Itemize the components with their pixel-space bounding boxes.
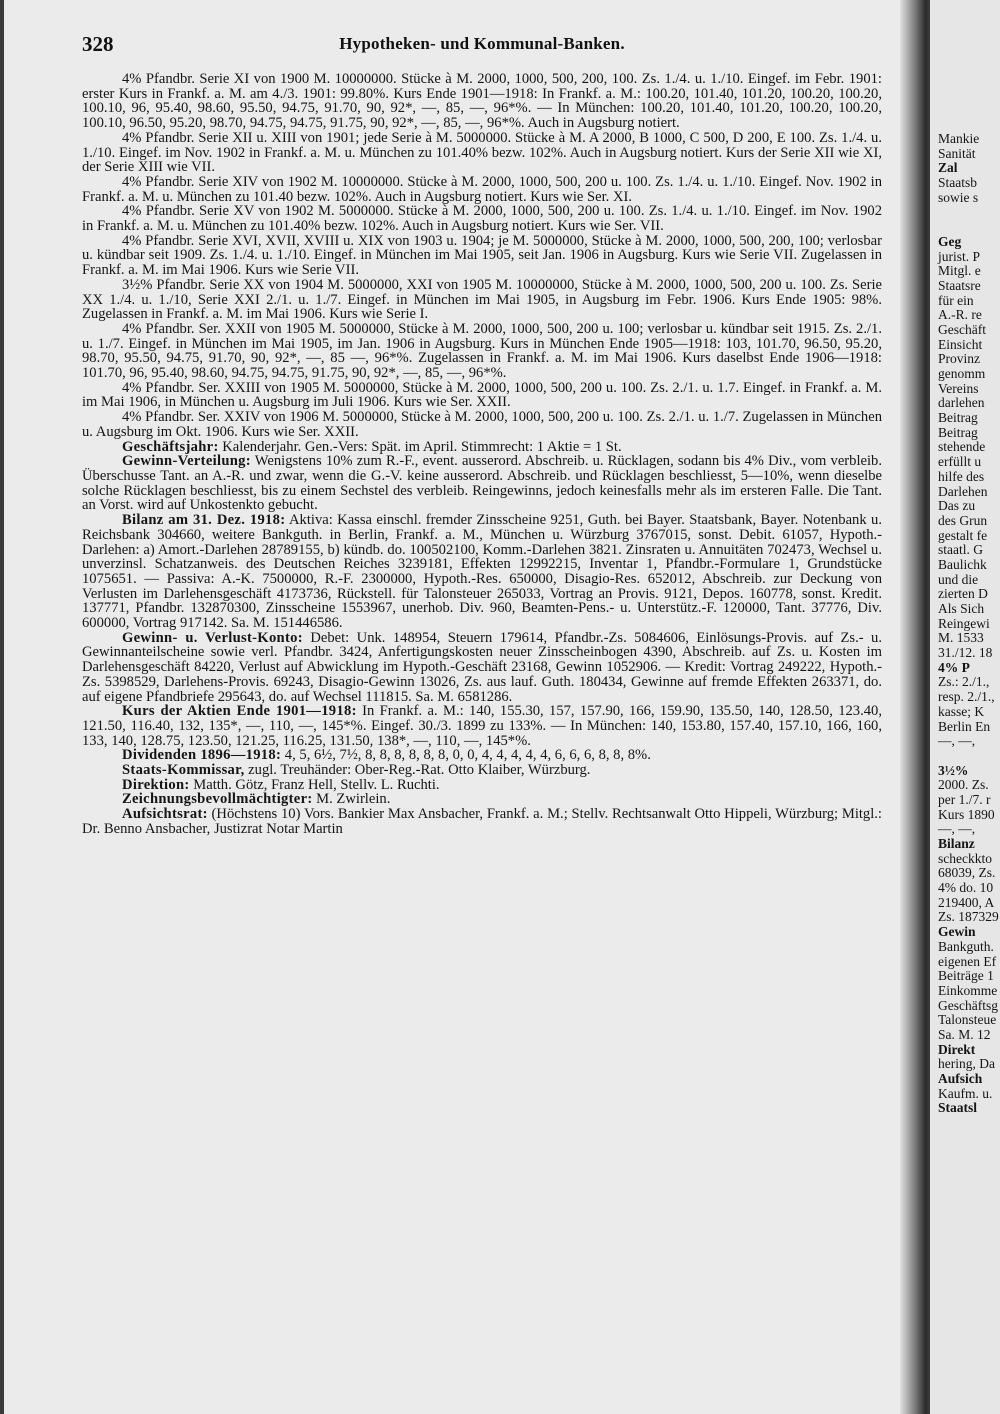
paragraph-text: 4% Pfandbr. Serie XV von 1902 M. 5000000. Stücke à M. 2000, 1000, 500, 200 u. 100. Zs. 1./4. u. 1./10. Eingef. im Nov. 1902 in Frankf. a. M. u. München zu 101.40% bezw. 102%. Auch in Augsburg notiert. Kurs wie Ser. VII. (82, 203, 882, 235)
paragraph-text: Aktiva: Kassa einschl. fremder Zinsscheine 9251, Guth. bei Bayer. Staatsbank, Bayer. Notenbank u. Reichsbank 304660, weitere Bankguth. in Berlin, Frankf. a. M., München u. Würzburg 3767015, sonst. Debit. 61057, Hypoth.-Darlehen: a) Amort.-Darlehen 28789155, b) kündb. do. 100502100, Komm.-Darlehen 3821. Zinsraten u. Annuitäten 702473, Wechsel u. unverzinsl. Schatzanweis. des Deutschen Reiches 3239181, Effekten 12992215, Inventar 1, Pfandbr.-Formulare 1, Grundstücke 1075651. — Passiva: A.-K. 7500000, R.-F. 2300000, Hypoth.-Res. 650000, Disagio-Res. 652012, Abschreib. zur Deckung von Verlusten im Darlehensgeschäft 4173736, Rückstell. für Talonsteuer 265033, Vortrag an Provis. 9121, Depos. 160778, sonst. Kredit. 137771, Pfandbr. 132870300, Zinsscheine 1553967, unerhob. Div. 960, Beamten-Pens.- u. Unterstütz.-F. 120000, Tant. 37776, Div. 600000, Vortrag 917142. Sa. M. 151446586. (82, 512, 882, 632)
paragraph-text: 4% Pfandbr. Serie XII u. XIII von 1901; jede Serie à M. 5000000. Stücke à M. A 2000, B 1000, C 500, D 200, E 100. Zs. 1./4. u. 1./10. Eingef. im Nov. 1902 in Frankf. a. M. u. München zu 101.40% bezw. 102%. Auch in Augsburg notiert. Kurs der Serie XII wie XI, der Serie XIII wie VII. (82, 129, 882, 176)
adjacent-page-fragment: Einkomme (938, 982, 998, 998)
adjacent-page-fragment (938, 220, 1000, 235)
adjacent-page-fragment: Beitrag (938, 410, 978, 426)
paragraph-text: 4% Pfandbr. Serie XVI, XVII, XVIII u. XIX von 1903 u. 1904; je M. 5000000, Stücke à M. 2000, 1000, 500, 200, 100; verlosbar u. kündbar seit 1909. Zs. 1./4. u. 1./10. Eingef. in München im Mai 1905, seit Jan. 1906 in Augsburg. Kurs wie Serie VII. Zugelassen in Frankf. a. M. im Mai 1906. Kurs wie Serie VII. (82, 232, 882, 279)
paragraph-text: Wenigstens 10% zum R.-F., event. ausserord. Abschreib. u. Rücklagen, sodann bis 4% Div., vom verbleib. Überschusse Tant. an A.-R. und zwar, wenn die G.-V. keine ausserord. Abschreib. und Rücklagen beschliesst, 5—10%, wenn dieselbe solche Rücklagen beschliesst, bis zu einem Sechstel des verbleib. Reingewinns, jedoch keinesfalls mehr als im ersteren Falle. Die Tant. an Vorst. wird auf Unkostenkto gebucht. (82, 453, 882, 514)
paragraph-serie-xii-xiii (82, 131, 882, 175)
adjacent-page-fragment: Zs. 187329 (938, 909, 999, 925)
adjacent-page-fragment: des Grun (938, 512, 988, 528)
adjacent-page-fragment: 31./12. 18 (938, 645, 993, 661)
adjacent-page-fragment: Sanität (938, 145, 976, 161)
paragraph-serie-xx-xxi (82, 278, 882, 322)
body-text (82, 72, 882, 837)
adjacent-page-fragment: A.-R. re (938, 307, 982, 323)
adjacent-page-fragment: Reingewi (938, 615, 990, 631)
paragraph-text: 4% Pfandbr. Ser. XXIV von 1906 M. 5000000, Stücke à M. 2000, 1000, 500, 200 u. 100. Zs. 2./1. u. 1./7. Zugelassen in München u. Augsburg im Okt. 1906. Kurs wie Ser. XXII. (82, 409, 882, 440)
paragraph-aufsichtsrat (82, 807, 882, 836)
paragraph-serie-xiv (82, 175, 882, 204)
adjacent-page-fragment: und die (938, 571, 979, 587)
paragraph-kurs-der-aktien (82, 704, 882, 748)
paragraph-text: Debet: Unk. 148954, Steuern 179614, Pfandbr.-Zs. 5084606, Einlösungs-Provis. auf Zs.- u. Gewinnanteilscheine sowie verl. Pfandbr. 3424, Anfertigungskosten neuer Zinsscheinbogen 4390, Abschreib. auf Zs. u. Kosten im Darlehensgeschäft 84220, Verlust auf Abwicklung im Hypoth.-Geschäft 23168, Gewinn 1052906. — Kredit: Vortrag 249222, Hypoth.-Zs. 5398529, Darlehens-Provis. 69243, Disagio-Gewinn 13026, Zs. aus lauf. Guth. 180434, Gewinne auf fremde Effekten 263371, do. auf eigene Pfandbriefe 295643, do. auf Wechsel 111815. Sa. M. 6581286. (82, 629, 882, 705)
paragraph-text: 4, 5, 6½, 7½, 8, 8, 8, 8, 8, 8, 0, 0, 4, 4, 4, 4, 4, 6, 6, 6, 8, 8, 8%. (281, 747, 651, 764)
adjacent-page-fragment: Vereins (938, 380, 979, 396)
adjacent-page-fragment: Geg (938, 233, 962, 249)
paragraph-text: (Höchstens 10) Vors. Bankier Max Ansbacher, Frankf. a. M.; Stellv. Rechtsanwalt Otto Hippeli, Würzburg; Mitgl.: Dr. Benno Ansbacher, Justizrat Notar Martin (82, 806, 882, 837)
adjacent-page-fragment (938, 205, 1000, 220)
adjacent-page-fragment: Gewin (938, 924, 976, 940)
paragraph-serie-xi (82, 72, 882, 131)
paragraph-text: 4% Pfandbr. Serie XIV von 1902 M. 10000000. Stücke à M. 2000, 1000, 500, 200 u. 100. Zs. 1./4. u. 1./10. Eingef. Nov. 1902 in Frankf. a. M. u. München zu 101.40 bezw. 102%. Auch in Augsburg notiert. Kurs wie Ser. XI. (82, 173, 882, 205)
paragraph-lead: Bilanz am 31. Dez. 1918: (122, 512, 286, 529)
adjacent-page-fragment: zierten D (938, 586, 988, 602)
adjacent-page-fragment: Direkt (938, 1041, 976, 1057)
paragraph-text: 3½% Pfandbr. Serie XX von 1904 M. 5000000, XXI von 1905 M. 10000000, Stücke à M. 2000, 1000, 500, 200 u. 100. Zs. Serie XX 1./4. u. 1./10, Serie XXI 2./1. u. 1./7. Eingef. in München im Mai 1905, in Augsburg im Febr. 1906. Kurs Ende 1905: 98%. Zugelassen in Frankf. a. M. im Mai 1906. Kurs wie Serie I. (82, 276, 882, 323)
adjacent-page-fragment: Staatsb (938, 175, 977, 191)
paragraph-serie-xvi-xix (82, 234, 882, 278)
adjacent-page-fragment: 68039, Zs. (938, 865, 996, 881)
adjacent-page-fragment: darlehen (938, 395, 985, 411)
paragraph-staats-kommissar (82, 763, 882, 778)
paragraph-gewinn-verlust-konto (82, 631, 882, 705)
adjacent-page-fragment: Baulichk (938, 556, 987, 572)
adjacent-page-fragment: Als Sich (938, 601, 985, 616)
adjacent-page-fragment: 3½% (938, 762, 969, 778)
paragraph-gewinn-verteilung (82, 454, 882, 513)
adjacent-page-fragment: Provinz (938, 351, 980, 367)
adjacent-page-fragment: per 1./7. r (938, 791, 991, 807)
adjacent-page-fragment: Geschäft (938, 321, 986, 337)
adjacent-page-fragment: Bankguth. (938, 938, 994, 954)
paragraph-lead: Aufsichtsrat: (122, 806, 208, 823)
adjacent-page-fragment: Berlin En (938, 718, 991, 734)
paragraph-direktion (82, 778, 882, 793)
paragraph-lead: Staats-Kommissar, (122, 762, 245, 779)
adjacent-page-fragment: hilfe des (938, 468, 985, 484)
adjacent-page-fragment: Mitgl. e (938, 263, 981, 279)
adjacent-page-fragment: Kurs 1890 (938, 806, 995, 822)
adjacent-page-fragment: resp. 2./1., (938, 689, 995, 705)
adjacent-page-fragment: scheckkto (938, 850, 992, 866)
paragraph-dividenden (82, 748, 882, 763)
paragraph-lead: Dividenden 1896—1918: (122, 747, 282, 764)
adjacent-page-fragment: Talonsteue (938, 1012, 997, 1028)
adjacent-page-fragment: Zal (938, 160, 958, 176)
running-title: Hypotheken- und Kommunal-Banken. (339, 34, 625, 53)
paragraph-serie-xxiii (82, 381, 882, 410)
paragraph-text: 4% Pfandbr. Ser. XXIII von 1905 M. 5000000, Stücke à M. 2000, 1000, 500, 200 u. 100. Zs. 2./1. u. 1.7. Eingef. in Frankf. a. M. im Mai 1906, in München u. Augsburg im Juli 1906. Kurs wie Ser. XXII. (82, 379, 882, 411)
paragraph-text: 4% Pfandbr. Ser. XXII von 1905 M. 5000000, Stücke à M. 2000, 1000, 500, 200 u. 100; verlosbar u. kündbar seit 1915. Zs. 2./1. u. 1./7. Eingef. in München im Mai 1905, im Jan. 1906 in Augsburg. Kurs in München Ende 1905—1918: 103, 101.70, 96.50, 95.20, 98.70, 95.50, 94.75, 91.70, 90, 92*, —, 85 —, 96*%. Zugelassen in Frankf. a. M. im Mai 1906. Kurs daselbst Ende 1906—1918: 101.70, 96, 95.40, 98.60, 94.75, 94.75, 91.75, 90, 92*, —, 85, —, 96*%. (82, 320, 882, 382)
paragraph-text: zugl. Treuhänder: Ober-Reg.-Rat. Otto Klaiber, Würzburg. (244, 762, 591, 779)
adjacent-page-fragment: Darlehen (938, 483, 988, 499)
adjacent-page-fragment: Sa. M. 12 (938, 1026, 991, 1042)
adjacent-page-fragment: Einsicht (938, 336, 983, 352)
adjacent-page-fragment: eigenen Ef (938, 953, 997, 969)
paragraph-lead: Gewinn- u. Verlust-Konto: (122, 629, 303, 646)
adjacent-page-fragment: Beitrag (938, 424, 978, 440)
adjacent-page-fragment: stehende (938, 439, 986, 455)
adjacent-page-fragment: 4% do. 10 (938, 880, 994, 896)
page-header (82, 32, 882, 58)
adjacent-page-fragment: für ein (938, 292, 974, 308)
adjacent-page-fragment: 2000. Zs. (938, 777, 989, 793)
paragraph-lead: Kurs der Aktien Ende 1901—1918: (122, 703, 357, 720)
adjacent-page-fragment: Beiträge 1 (938, 968, 994, 984)
adjacent-page-fragment: sowie s (938, 189, 979, 205)
paragraph-text: M. Zwirlein. (312, 791, 391, 808)
paragraph-serie-xv (82, 204, 882, 233)
adjacent-page-fragment: Zs.: 2./1., (938, 674, 990, 690)
paragraph-bilanz (82, 513, 882, 631)
adjacent-page-fragment: Kaufm. u. (938, 1085, 993, 1101)
paragraph-text: Matth. Götz, Franz Hell, Stellv. L. Ruchti. (189, 776, 440, 793)
book-gutter (900, 0, 934, 1414)
adjacent-page-fragment: 4% P (938, 659, 970, 675)
adjacent-page-fragment: —, —, (938, 733, 976, 749)
adjacent-page-fragment: Staatsl (938, 1100, 978, 1116)
paragraph-serie-xxii (82, 322, 882, 381)
adjacent-page-fragment (938, 749, 1000, 764)
adjacent-page-fragment: genomm (938, 366, 986, 381)
paragraph-lead: Geschäftsjahr: (122, 438, 219, 455)
adjacent-page-fragment: erfüllt u (938, 454, 982, 470)
paragraph-lead: Direktion: (122, 776, 190, 793)
adjacent-page-fragment: Das zu (938, 498, 976, 514)
paragraph-serie-xxiv (82, 410, 882, 439)
paragraph-geschaeftsjahr (82, 440, 882, 455)
paragraph-lead: Gewinn-Verteilung: (122, 453, 251, 470)
adjacent-page-fragment: staatl. G (938, 542, 983, 558)
paragraph-text: 4% Pfandbr. Serie XI von 1900 M. 10000000. Stücke à M. 2000, 1000, 500, 200, 100. Zs. 1./4. u. 1./10. Eingef. im Febr. 1901: erster Kurs in Frankf. a. M. am 4./3. 1901: 99.80%. Kurs Ende 1901—1918: In Frankf. a. M.: 100.20, 101.40, 101.20, 100.20, 100.20, 100.10, 96, 95.40, 98.60, 95.50, 94.75, 91.70, 90, 92*, —, 85, —, 96*%. — In München: 100.20, 101.40, 101.20, 100.20, 100.20, 100.10, 96.50, 95.20, 98.70, 94.75, 94.75, 91.75, 90, 92*, —, 85, —, 96*%. Auch in Augsburg notiert. (82, 71, 882, 132)
adjacent-page-fragment: gestalt fe (938, 527, 988, 543)
adjacent-page-fragment: Aufsich (938, 1071, 983, 1086)
adjacent-page-fragment: Mankie (938, 131, 980, 146)
adjacent-page-fragment: Geschäftsg (938, 997, 998, 1013)
adjacent-page-fragment: hering, Da (938, 1056, 995, 1072)
document-page (4, 0, 924, 1414)
adjacent-page-fragments (938, 132, 1000, 1116)
paragraph-text: In Frankf. a. M.: 140, 155.30, 157, 157.90, 166, 159.90, 135.50, 140, 128.50, 123.40, 121.50, 116.40, 132, 135*, —, 110, —, 145*%. Eingef. 30./3. 1899 zu 133%. — In München: 140, 153.80, 157.40, 157.10, 166, 160, 133, 140, 128.75, 123.50, 121.25, 116.25, 131.50, 138*, —, 110, —, 145*%. (82, 703, 882, 749)
adjacent-page-fragment: —, —, (938, 821, 976, 837)
adjacent-page-fragment: jurist. P (938, 248, 981, 264)
adjacent-page-fragment: 219400, A (938, 894, 995, 910)
adjacent-page (930, 0, 1000, 1414)
adjacent-page-fragment: Bilanz (938, 836, 975, 851)
adjacent-page-fragment: kasse; K (938, 703, 985, 719)
page-number: 328 (82, 32, 114, 56)
adjacent-page-fragment: Staatsre (938, 277, 981, 293)
paragraph-zeichnungsbevollmaechtigter (82, 792, 882, 807)
paragraph-text: Kalenderjahr. Gen.-Vers: Spät. im April. Stimmrecht: 1 Aktie = 1 St. (218, 438, 622, 455)
paragraph-lead: Zeichnungsbevollmächtigter: (122, 791, 313, 808)
adjacent-page-fragment: M. 1533 (938, 630, 984, 646)
